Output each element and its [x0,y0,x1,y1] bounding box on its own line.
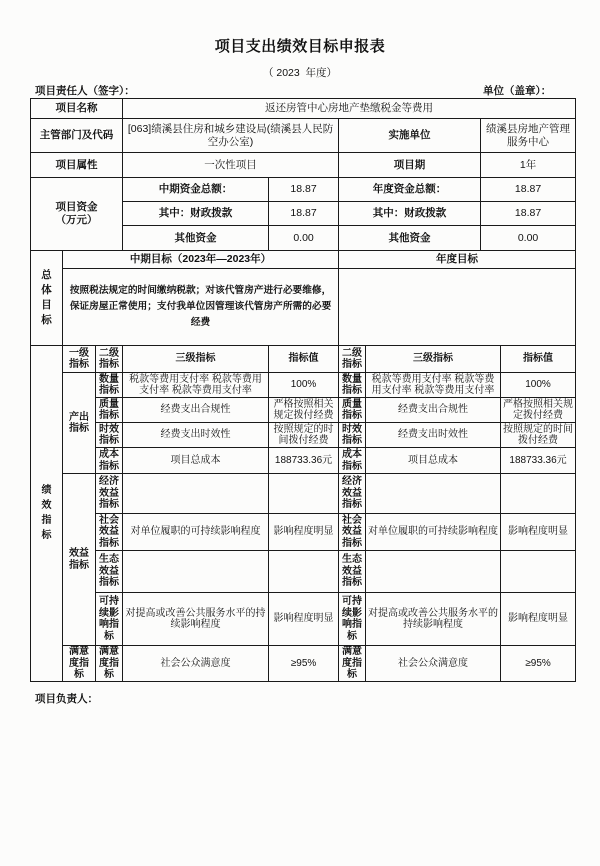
mid-other-funds-label: 其他资金 [123,226,269,251]
project-attribute-label: 项目属性 [31,153,123,178]
goal-header-row [31,251,576,269]
project-attribute-row [31,153,576,178]
indicator-row-ecological [31,551,576,593]
mid-level2: 生态效益指标 [99,554,120,589]
mid-level2-cell [96,373,123,398]
mid-level2: 时效指标 [99,423,120,446]
annual-goal-text [339,269,576,346]
goal-content-row [31,269,576,346]
form-title: 项目支出绩效目标申报表 [214,38,386,55]
annual-level2: 满意度指标 [342,646,363,680]
annual-level2: 质量指标 [342,398,363,421]
project-attribute-value: 一次性项目 [123,153,339,178]
annual-value: 严格按照相关规定拨付经费 [501,398,576,423]
annual-level2: 数量指标 [342,373,363,396]
mid-level2: 质量指标 [99,398,120,421]
annual-level3: 项目总成本 [366,448,501,474]
mid-total-funds-value: 18.87 [269,178,339,202]
mid-value: 按照规定的时间拨付经费 [269,423,339,448]
annual-level2-cell [339,373,366,398]
indicator-row-quality [31,398,576,423]
indicator-row-satisfaction [31,646,576,682]
annual-level2-cell [339,514,366,551]
project-funds-label: 项目资金（万元） [55,201,98,226]
implementing-unit-label: 实施单位 [339,119,481,153]
header-mid-level2-cell [96,346,123,373]
annual-level2-cell [339,646,366,682]
funds-total-row [31,178,576,202]
annual-value: 按照规定的时间拨付经费 [501,423,576,448]
mid-level3 [123,474,269,514]
mid-level3 [123,551,269,593]
mid-value: 188733.36元 [269,448,339,474]
mid-value: ≥95% [269,646,339,682]
performance-indicators-label-cell [31,346,63,682]
annual-fiscal-funds-value: 18.87 [481,202,576,226]
fiscal-year-line: （ 2023 年度） [262,67,338,79]
header-mid-value: 指标值 [269,346,339,373]
indicator-row-quantity [31,373,576,398]
annual-level2: 时效指标 [342,423,363,446]
output-indicators-label: 产出指标 [69,411,89,434]
mid-level3: 对单位履职的可持续影响程度 [123,514,269,551]
declaration-form-table [30,98,576,682]
mid-fiscal-funds-label: 其中：财政拨款 [123,202,269,226]
mid-value [269,474,339,514]
annual-total-funds-value: 18.87 [481,178,576,202]
mid-total-funds-label: 中期资金总额： [123,178,269,202]
mid-level3: 经费支出合规性 [123,398,269,423]
project-name-value: 返还房管中心房地产垫缴税金等费用 [123,99,576,119]
indicator-row-sustainability [31,593,576,646]
project-period-label: 项目期 [339,153,481,178]
mid-level3: 社会公众满意度 [123,646,269,682]
header-mid-level2: 二级指标 [99,347,120,370]
mid-level2-cell [96,646,123,682]
benefit-indicators-label: 效益指标 [69,548,89,571]
project-leader-label: 项目负责人： [35,693,98,705]
satisfaction-indicators-label: 满意度指标 [69,646,89,680]
header-annual-level2-cell [339,346,366,373]
mid-level2: 社会效益指标 [99,514,120,549]
annual-level3 [366,474,501,514]
mid-level3: 经费支出时效性 [123,423,269,448]
mid-value: 100% [269,373,339,398]
mid-term-goal-header: 中期目标（2023年—2023年） [63,251,339,269]
department-value: [063]绩溪县住房和城乡建设局(绩溪县人民防空办公室) [123,119,339,153]
mid-level2: 可持续影响指标 [99,596,120,642]
annual-value [501,474,576,514]
mid-value: 影响程度明显 [269,514,339,551]
mid-level2: 数量指标 [99,373,120,396]
mid-level2-cell [96,448,123,474]
mid-level2: 经济效益指标 [99,476,120,511]
indicator-row-timeliness [31,423,576,448]
annual-level2-cell [339,474,366,514]
annual-level3: 经费支出时效性 [366,423,501,448]
annual-value: ≥95% [501,646,576,682]
mid-level3: 对提高或改善公共服务水平的持续影响程度 [123,593,269,646]
annual-level2-cell [339,593,366,646]
indicator-row-cost [31,448,576,474]
mid-level2-cell [96,593,123,646]
indicator-header-row [31,346,576,373]
annual-level3: 对单位履职的可持续影响程度 [366,514,501,551]
header-level1: 一级指标 [69,347,89,370]
mid-level3: 税款等费用支付率 税款等费用支付率 税款等费用支付率 [123,373,269,398]
header-annual-level2: 二级指标 [342,347,363,370]
annual-value: 影响程度明显 [501,514,576,551]
annual-value: 100% [501,373,576,398]
header-mid-level3: 三级指标 [123,346,269,373]
indicator-row-economic [31,474,576,514]
implementing-unit-value: 绩溪县房地产管理服务中心 [481,119,576,153]
unit-seal-label: 单位（盖章）： [483,85,552,97]
performance-indicators-label: 绩效指标 [41,485,52,542]
annual-level3: 社会公众满意度 [366,646,501,682]
annual-level3: 对提高或改善公共服务水平的持续影响程度 [366,593,501,646]
annual-value: 影响程度明显 [501,593,576,646]
annual-level2-cell [339,398,366,423]
mid-fiscal-funds-value: 18.87 [269,202,339,226]
mid-level2-cell [96,474,123,514]
mid-level2-cell [96,551,123,593]
annual-value [501,551,576,593]
mid-level2: 成本指标 [99,449,120,472]
project-funds-label-cell [31,178,123,251]
annual-value: 188733.36元 [501,448,576,474]
department-label: 主管部门及代码 [31,119,123,153]
header-level1-cell [63,346,96,373]
benefit-indicators-cell [63,474,96,646]
overall-goal-label-cell [31,251,63,346]
mid-level2-cell [96,514,123,551]
mid-level2: 满意度指标 [99,646,120,680]
project-name-label: 项目名称 [31,99,123,119]
annual-other-funds-label: 其他资金 [339,226,481,251]
annual-level2-cell [339,423,366,448]
annual-total-funds-label: 年度资金总额： [339,178,481,202]
project-name-row [31,99,576,119]
annual-level2: 社会效益指标 [342,514,363,549]
annual-fiscal-funds-label: 其中：财政拨款 [339,202,481,226]
annual-level3: 经费支出合规性 [366,398,501,423]
overall-goal-label: 总体目标 [41,269,52,326]
mid-level3: 项目总成本 [123,448,269,474]
mid-value: 影响程度明显 [269,593,339,646]
annual-level3 [366,551,501,593]
annual-other-funds-value: 0.00 [481,226,576,251]
project-responsible-signature-label: 项目责任人（签字）： [35,85,135,97]
mid-other-funds-value: 0.00 [269,226,339,251]
project-period-value: 1年 [481,153,576,178]
annual-level2-cell [339,551,366,593]
annual-level2: 经济效益指标 [342,476,363,511]
mid-term-goal-text: 按照税法规定的时间缴纳税款；对该代管房产进行必要维修，保证房屋正常使用；支付我单位因管理该代管房产所需的必要经费 [63,269,339,346]
mid-value: 严格按照相关规定拨付经费 [269,398,339,423]
mid-value [269,551,339,593]
annual-level2: 可持续影响指标 [342,596,363,642]
mid-level2-cell [96,423,123,448]
output-indicators-cell [63,373,96,474]
header-annual-level3: 三级指标 [366,346,501,373]
annual-level2: 生态效益指标 [342,554,363,589]
header-annual-value: 指标值 [501,346,576,373]
annual-level2: 成本指标 [342,449,363,472]
department-row [31,119,576,153]
satisfaction-indicators-cell [63,646,96,682]
mid-level2-cell [96,398,123,423]
annual-level2-cell [339,448,366,474]
annual-goal-header: 年度目标 [339,251,576,269]
annual-level3: 税款等费用支付率 税款等费用支付率 税款等费用支付率 [366,373,501,398]
indicator-row-social [31,514,576,551]
